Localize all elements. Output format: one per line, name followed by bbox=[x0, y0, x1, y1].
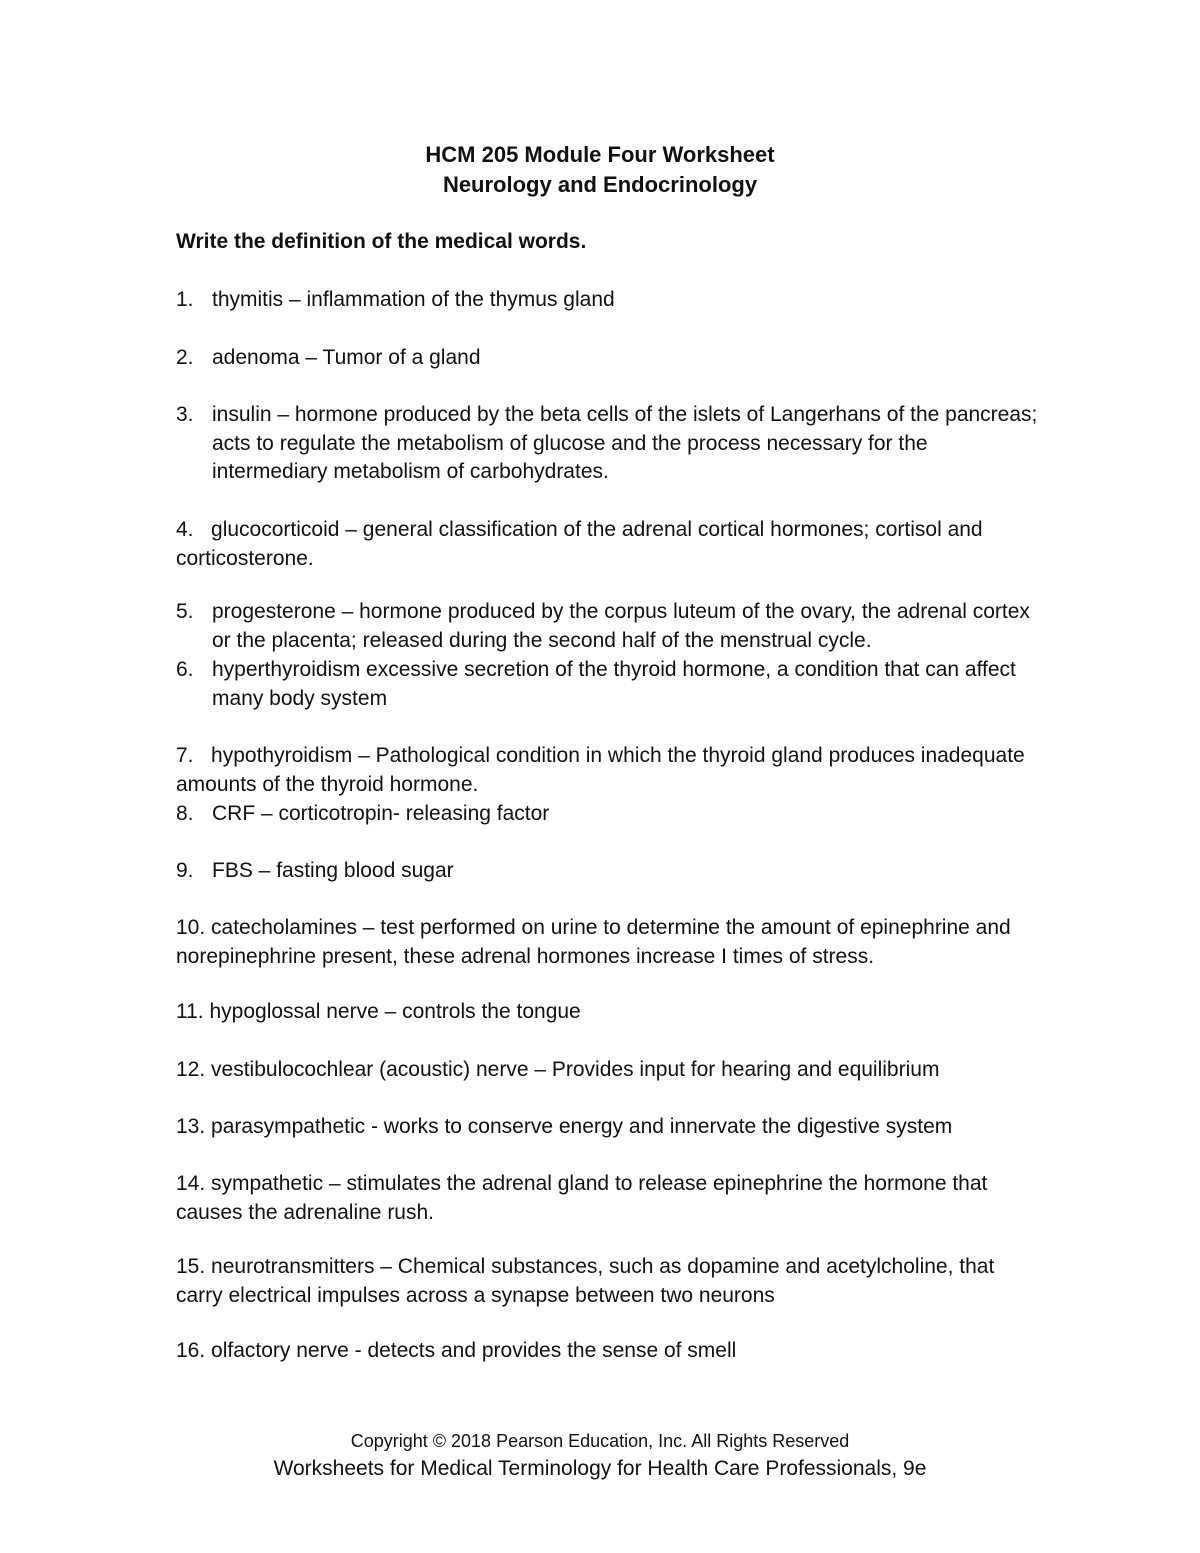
list-item bbox=[176, 1113, 1036, 1142]
item-number: 8. bbox=[176, 802, 194, 825]
item-text: CRF – corticotropin- releasing factor bbox=[212, 802, 550, 825]
copyright-notice: Copyright © 2018 Pearson Education, Inc. All Rights Reserved bbox=[350, 1431, 850, 1451]
list-item bbox=[176, 1253, 1036, 1310]
item-text: progesterone – hormone produced by the corpus luteum of the ovary, the adrenal cortex or the placenta; released during the second half of the menstrual cycle. bbox=[212, 600, 1030, 652]
item-number: 10. bbox=[176, 916, 206, 939]
item-text: hypoglossal nerve – controls the tongue bbox=[209, 1000, 581, 1023]
item-number: 2. bbox=[176, 346, 194, 369]
item-number: 12. bbox=[176, 1058, 206, 1081]
list-item bbox=[176, 998, 1036, 1027]
item-number: 3. bbox=[176, 403, 194, 426]
item-text: parasympathetic - works to conserve energy and innervate the digestive system bbox=[211, 1115, 953, 1138]
item-number: 1. bbox=[176, 288, 194, 311]
item-number: 15. bbox=[176, 1255, 206, 1278]
item-text: vestibulocochlear (acoustic) nerve – Provides input for hearing and equilibrium bbox=[211, 1058, 940, 1081]
item-number: 11. bbox=[176, 1000, 204, 1023]
item-number: 4. bbox=[176, 518, 194, 541]
item-text: thymitis – inflammation of the thymus gland bbox=[212, 288, 615, 311]
item-text: insulin – hormone produced by the beta cells of the islets of Langerhans of the pancreas; acts to regulate the metabolism of glucose and the process necessary for the intermediary metabolism of carbohydrates. bbox=[212, 403, 1038, 483]
item-text: catecholamines – test performed on urine to determine the amount of epinephrine and norepinephrine present, these adrenal hormones increase I times of stress. bbox=[176, 916, 1011, 968]
item-text: adenoma – Tumor of a gland bbox=[212, 346, 481, 369]
item-number: 7. bbox=[176, 744, 194, 767]
item-text: hypothyroidism – Pathological condition in which the thyroid gland produces inadequate amounts of the thyroid hormone. bbox=[176, 744, 1025, 796]
item-text: sympathetic – stimulates the adrenal gland to release epinephrine the hormone that causes the adrenaline rush. bbox=[176, 1172, 988, 1224]
list-item bbox=[176, 516, 1036, 573]
item-text: neurotransmitters – Chemical substances, such as dopamine and acetylcholine, that carry electrical impulses across a synapse between two neurons bbox=[176, 1255, 995, 1307]
list-item bbox=[176, 1337, 1036, 1366]
item-number: 5. bbox=[176, 600, 194, 623]
item-number: 13. bbox=[176, 1115, 206, 1138]
list-item bbox=[176, 344, 1042, 373]
list-item bbox=[176, 1056, 1036, 1085]
list-item bbox=[176, 800, 1042, 829]
page-subtitle: Neurology and Endocrinology bbox=[442, 172, 758, 197]
instructions: Write the definition of the medical words. bbox=[176, 230, 587, 253]
item-number: 9. bbox=[176, 859, 194, 882]
item-text: FBS – fasting blood sugar bbox=[212, 859, 454, 882]
item-text: olfactory nerve - detects and provides the sense of smell bbox=[211, 1339, 737, 1362]
item-text: glucocorticoid – general classification of the adrenal cortical hormones; cortisol and corticosterone. bbox=[176, 518, 983, 570]
item-number: 16. bbox=[176, 1339, 206, 1362]
list-item bbox=[176, 286, 1042, 315]
list-item bbox=[176, 401, 1042, 487]
list-item bbox=[176, 1170, 1036, 1227]
item-number: 6. bbox=[176, 658, 194, 681]
list-item bbox=[176, 914, 1036, 971]
list-item bbox=[176, 742, 1036, 799]
list-item bbox=[176, 598, 1042, 655]
list-item bbox=[176, 656, 1042, 713]
item-number: 14. bbox=[176, 1172, 206, 1195]
item-text: hyperthyroidism excessive secretion of the thyroid hormone, a condition that can affect many body system bbox=[212, 658, 1016, 710]
book-title-footer: Worksheets for Medical Terminology for Health Care Professionals, 9e bbox=[273, 1457, 927, 1480]
list-item bbox=[176, 857, 1042, 886]
page-title: HCM 205 Module Four Worksheet bbox=[425, 142, 775, 167]
